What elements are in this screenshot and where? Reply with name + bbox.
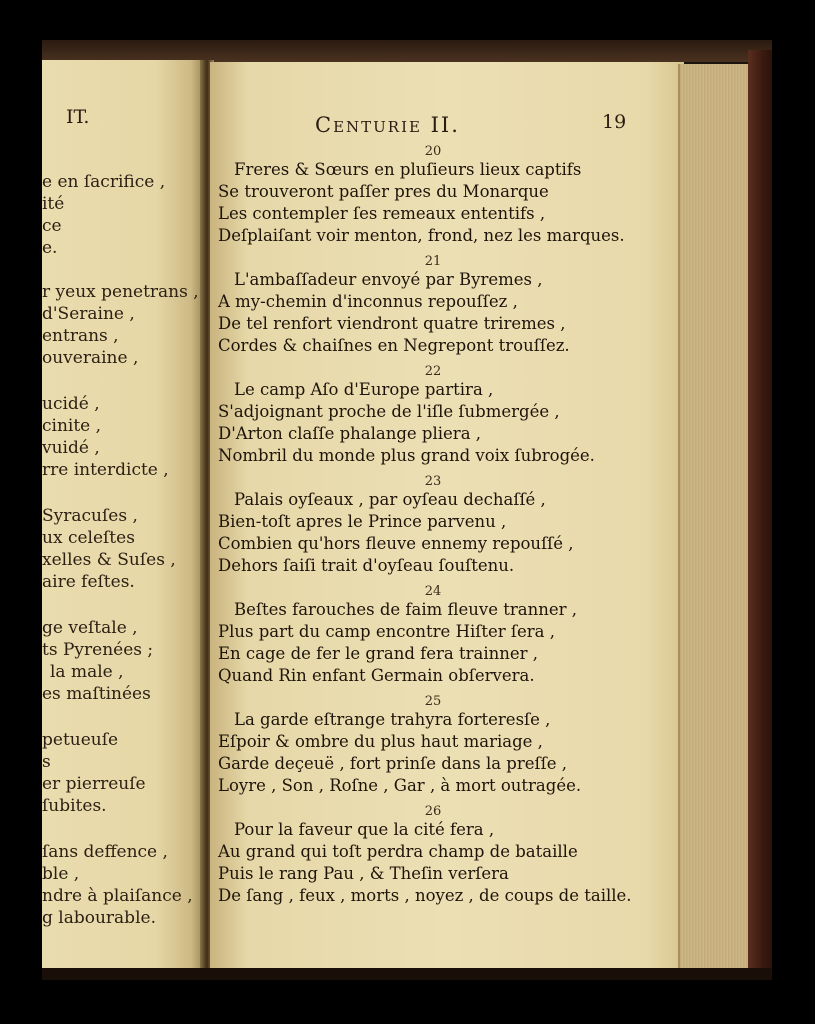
verse-line: Combien qu'hors fleuve ennemy repouſſé , — [218, 534, 574, 553]
verse-line: En cage de fer le grand fera trainner , — [218, 644, 539, 663]
verse-line: Palais oyſeaux , par oyſeau dechaſſé , — [234, 490, 546, 509]
quatrain-number: 24 — [424, 584, 442, 599]
verse-line: Plus part du camp encontre Hiſter ſera , — [218, 622, 555, 641]
bottom-shadow — [42, 968, 772, 980]
right-page — [210, 62, 684, 980]
quatrain-number: 22 — [424, 364, 442, 379]
left-line: ts Pyrenées ; — [42, 640, 154, 660]
verse-line: Loyre , Son , Roſne , Gar , à mort outragée. — [218, 776, 582, 795]
left-line: entrans , — [42, 326, 119, 346]
left-line: ouveraine , — [42, 348, 139, 368]
verse-line: Eſpoir & ombre du plus haut mariage , — [218, 732, 543, 751]
left-line: es maſtinées — [42, 684, 151, 704]
left-line: rre interdicte , — [42, 460, 169, 480]
page-number: 19 — [602, 111, 627, 133]
left-line: er pierreuſe — [42, 774, 146, 794]
quatrain-number: 25 — [424, 694, 442, 709]
verse-line: Garde deçeuë , fort prinſe dans la preſſe , — [218, 754, 567, 773]
left-line: g labourable. — [42, 908, 156, 928]
quatrain-number: 26 — [424, 804, 442, 819]
verse-line: Dehors ſaiſi trait d'oyſeau ſouſtenu. — [218, 556, 515, 575]
verse-line: A my-chemin d'inconnus repouſſez , — [218, 292, 518, 311]
running-title: Centurie II. — [315, 113, 460, 137]
left-page-header: IT. — [66, 106, 90, 128]
left-line: e en ſacrifice , — [42, 172, 166, 192]
left-line: cinite , — [42, 416, 102, 436]
left-line: s — [42, 752, 51, 772]
left-line: xelles & Suſes , — [42, 550, 176, 570]
verse-line: D'Arton claſſe phalange pliera , — [218, 424, 482, 443]
left-line: aire feſtes. — [42, 572, 135, 592]
cover-edge — [748, 50, 772, 980]
left-page — [42, 60, 204, 970]
left-line: ble , — [42, 864, 80, 884]
verse-line: Freres & Sœurs en pluſieurs lieux captifs — [234, 160, 582, 179]
left-line: ité — [42, 194, 65, 214]
verse-line: S'adjoignant proche de l'iſle ſubmergée , — [218, 402, 560, 421]
verse-line: Nombril du monde plus grand voix ſubrogée. — [218, 446, 595, 465]
left-line: e. — [42, 238, 58, 258]
left-line: petueuſe — [42, 730, 119, 750]
verse-line: Quand Rin enfant Germain obſervera. — [218, 666, 535, 685]
verse-line: Puis le rang Pau , & Theſin verſera — [218, 864, 509, 883]
left-line: d'Seraine , — [42, 304, 135, 324]
left-line: Syracuſes , — [42, 506, 138, 526]
verse-line: Les contempler ſes remeaux ententifs , — [218, 204, 546, 223]
left-line: ndre à plaiſance , — [42, 886, 193, 906]
left-line: ce — [42, 216, 62, 236]
verse-line: De tel renfort viendront quatre triremes , — [218, 314, 566, 333]
verse-line: Au grand qui toſt perdra champ de bataille — [218, 842, 578, 861]
left-line: ſubites. — [42, 796, 107, 816]
verse-line: Le camp Aſo d'Europe partira , — [234, 380, 494, 399]
verse-line: De ſang , feux , morts , noyez , de coups de taille. — [218, 886, 632, 905]
quatrain-number: 21 — [424, 254, 442, 269]
left-line: la male , — [50, 662, 124, 682]
verse-line: L'ambaſſadeur envoyé par Byremes , — [234, 270, 543, 289]
verse-line: Bien-toſt apres le Prince parvenu , — [218, 512, 507, 531]
quatrain-number: 20 — [424, 144, 442, 159]
left-line: ux celeſtes — [42, 528, 135, 548]
binding-top — [42, 40, 772, 62]
verse-line: Beſtes farouches de faim fleuve tranner , — [234, 600, 578, 619]
quatrain-number: 23 — [424, 474, 442, 489]
book-scan — [42, 40, 772, 980]
left-line: vuidé , — [42, 438, 100, 458]
verse-line: Deſplaiſant voir menton, frond, nez les marques. — [218, 226, 625, 245]
verse-line: Cordes & chaiſnes en Negrepont trouſſez. — [218, 336, 570, 355]
verse-line: Pour la faveur que la cité fera , — [234, 820, 495, 839]
left-line: ucidé , — [42, 394, 100, 414]
page-edges — [678, 64, 752, 978]
verse-line: La garde eſtrange trahyra forteresſe , — [234, 710, 551, 729]
left-line: ſans deffence , — [42, 842, 168, 862]
left-line: r yeux penetrans , — [42, 282, 199, 302]
left-line: ge veſtale , — [42, 618, 138, 638]
verse-line: Se trouveront paſſer pres du Monarque — [218, 182, 549, 201]
